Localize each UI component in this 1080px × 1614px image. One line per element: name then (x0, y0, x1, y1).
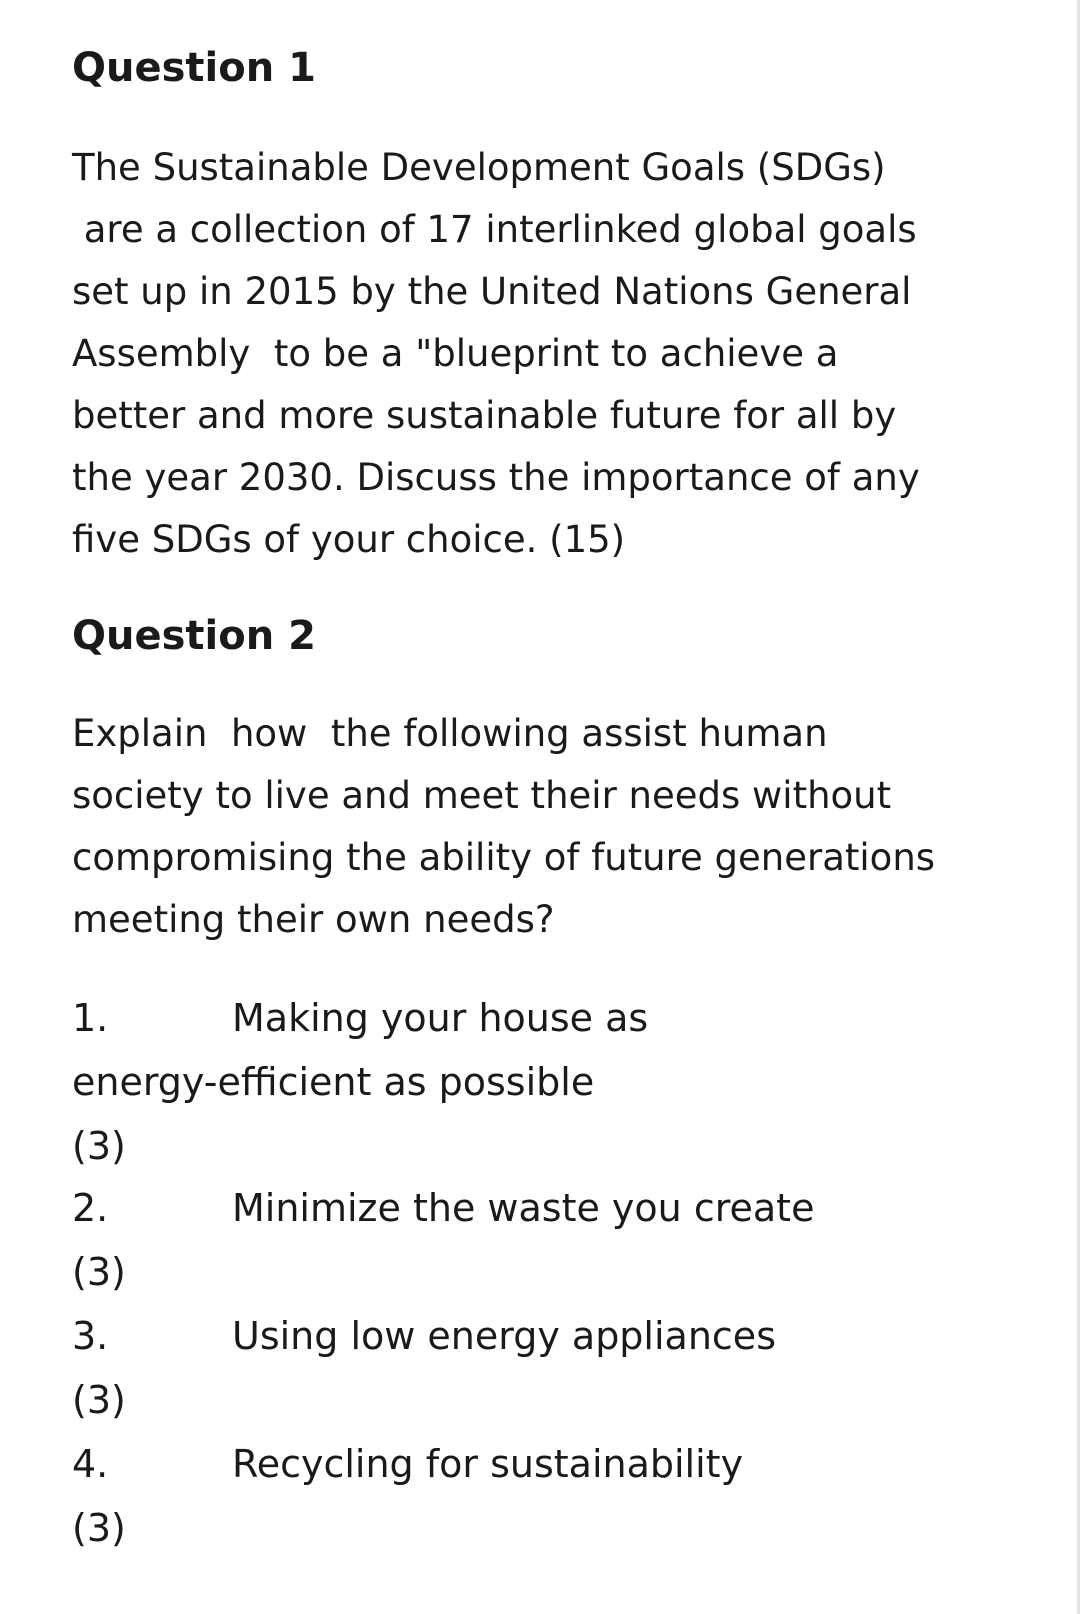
item-1-text: Making your house as (232, 996, 649, 1040)
question-1-line: Assembly to be a "blueprint to achieve a (72, 332, 839, 375)
question-2-line: compromising the ability of future generations (72, 836, 936, 879)
item-3-text: Using low energy appliances (232, 1314, 776, 1358)
item-1-continuation: energy-efficient as possible (72, 1060, 595, 1104)
item-1-marks: (3) (72, 1124, 126, 1168)
item-4-text: Recycling for sustainability (232, 1442, 744, 1486)
item-3-marks: (3) (72, 1378, 126, 1422)
question-1-line: are a collection of 17 interlinked global goals (72, 208, 917, 251)
question-2-line: Explain how the following assist human (72, 712, 828, 755)
question-2-line: meeting their own needs? (72, 898, 555, 941)
question-1-line: the year 2030. Discuss the importance of any (72, 456, 920, 499)
question-1-heading: Question 1 (72, 45, 316, 91)
item-2-text: Minimize the waste you create (232, 1186, 815, 1230)
item-3-number: 3. (72, 1314, 109, 1358)
question-1-body (72, 137, 920, 571)
question-1-line: set up in 2015 by the United Nations General (72, 270, 912, 313)
question-2-body (72, 703, 935, 951)
item-4-number: 4. (72, 1442, 109, 1486)
question-1-line: The Sustainable Development Goals (SDGs) (72, 146, 886, 189)
item-2-number: 2. (72, 1186, 109, 1230)
item-4-marks: (3) (72, 1506, 126, 1550)
item-2-marks: (3) (72, 1250, 126, 1294)
item-1-number: 1. (72, 996, 109, 1040)
question-1-line: five SDGs of your choice. (15) (72, 518, 626, 561)
question-2-line: society to live and meet their needs without (72, 774, 892, 817)
question-2-heading: Question 2 (72, 613, 316, 659)
question-1-line: better and more sustainable future for all by (72, 394, 897, 437)
